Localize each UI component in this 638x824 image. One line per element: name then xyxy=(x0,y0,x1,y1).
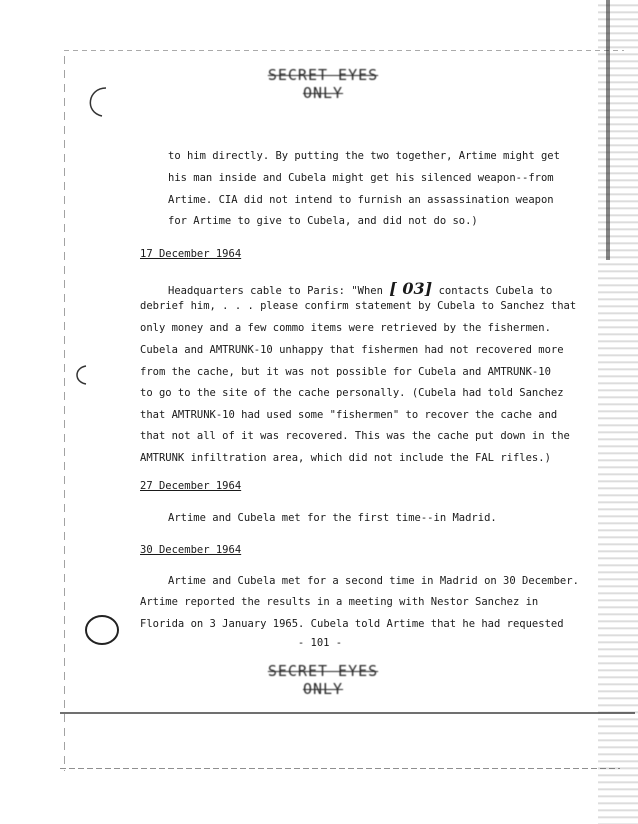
scan-bottom-dashed-rule xyxy=(60,768,620,769)
section-17-line-3: only money and a few commo items were retrieved by the fishermen. xyxy=(140,322,551,334)
section-30-line-1: Artime and Cubela met for a second time in Madrid on 30 December. xyxy=(168,575,579,587)
punch-hole-mark-bottom xyxy=(82,610,122,650)
section-17-first-line-end: contacts Cubela to xyxy=(432,285,553,297)
intro-line-2: his man inside and Cubela might get his silenced weapon--from xyxy=(168,172,554,184)
section-17-line-7: that AMTRUNK-10 had used some "fishermen" to recover the cache and xyxy=(140,409,558,421)
section-27-line-1: Artime and Cubela met for the first time--in Madrid. xyxy=(168,512,497,524)
scan-right-edge-dark xyxy=(606,0,610,260)
scan-left-rule xyxy=(64,56,65,771)
punch-hole-mark-top xyxy=(80,82,110,122)
handwritten-redaction-mark: [ 03] xyxy=(389,279,433,298)
classification-stamp-footer: SECRET EYES ONLY xyxy=(267,662,379,698)
scan-bottom-rule xyxy=(60,712,635,714)
section-17-line-4: Cubela and AMTRUNK-10 unhappy that fishermen had not recovered more xyxy=(140,344,564,356)
section-30-line-3: Florida on 3 January 1965. Cubela told Artime that he had requested xyxy=(140,618,564,630)
section-17-line-5: from the cache, but it was not possible for Cubela and AMTRUNK-10 xyxy=(140,366,551,378)
page-number: - 101 - xyxy=(297,637,343,649)
intro-line-1: to him directly. By putting the two together, Artime might get xyxy=(168,150,560,162)
section-17-line-9: AMTRUNK infiltration area, which did not include the FAL rifles.) xyxy=(140,452,551,464)
section-30-line-2: Artime reported the results in a meeting with Nestor Sanchez in xyxy=(140,596,539,608)
intro-line-4: for Artime to give to Cubela, and did not do so.) xyxy=(168,215,478,227)
punch-hole-mark-middle xyxy=(70,362,90,388)
section-17-line-2: debrief him, . . . please confirm statement by Cubela to Sanchez that xyxy=(140,300,577,312)
intro-line-3: Artime. CIA did not intend to furnish an assassination weapon xyxy=(168,194,554,206)
section-17-line-6: to go to the site of the cache personally. (Cubela had told Sanchez xyxy=(140,387,564,399)
classification-stamp-header: SECRET EYES ONLY xyxy=(267,66,379,102)
section-17-first-line-start: Headquarters cable to Paris: "When xyxy=(168,285,390,297)
date-heading-27-december: 27 December 1964 xyxy=(140,480,242,492)
section-17-line-8: that not all of it was recovered. This was the cache put down in the xyxy=(140,430,570,442)
scan-top-rule xyxy=(64,50,624,51)
scan-right-edge-noise xyxy=(598,0,638,824)
date-heading-30-december: 30 December 1964 xyxy=(140,544,242,556)
date-heading-17-december: 17 December 1964 xyxy=(140,248,242,260)
section-17-first-line xyxy=(168,279,552,298)
